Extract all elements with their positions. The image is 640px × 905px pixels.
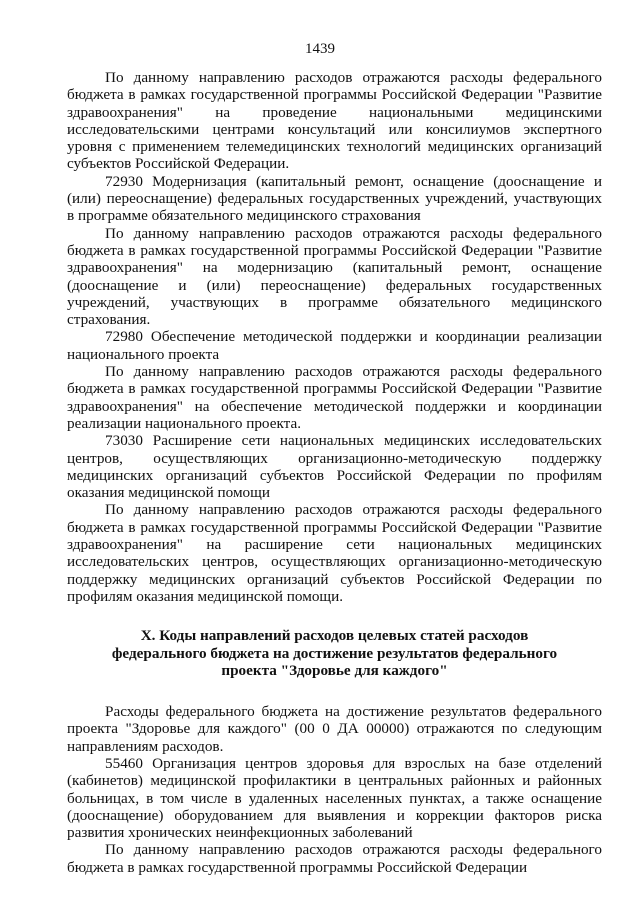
paragraph-telemedicine-description: По данному направлению расходов отражаются расходы федерального бюджета в рамках государственной программы Российской Федерации "Развитие здравоохранения" на проведение национальными медицинскими исследовательскими центрами консультаций или консилиумов экспертного уровня с применением телемедицинских технологий медицинских организаций субъектов Российской Федерации. <box>67 69 602 173</box>
document-body <box>67 69 602 876</box>
paragraph-55460-description: По данному направлению расходов отражаются расходы федерального бюджета в рамках государственной программы Российской Федерации <box>67 841 602 876</box>
section-heading-line: федерального бюджета на достижение результатов федерального <box>111 644 558 662</box>
section-heading-line: X. Коды направлений расходов целевых статей расходов <box>140 627 529 645</box>
page-number: 1439 <box>305 41 335 57</box>
paragraph-section-intro: Расходы федерального бюджета на достижение результатов федерального проекта "Здоровье для каждого" (00 0 ДА 00000) отражаются по следующим направлениям расходов. <box>67 703 602 755</box>
paragraph-code-72930: 72930 Модернизация (капитальный ремонт, оснащение (дооснащение и (или) переоснащение) федеральных государственных учреждений, участвующих в программе обязательного медицинского страхования <box>67 172 602 225</box>
paragraph-72980-description: По данному направлению расходов отражаются расходы федерального бюджета в рамках государственной программы Российской Федерации "Развитие здравоохранения" на обеспечение методической поддержки и координации реализации национального проекта. <box>67 363 602 432</box>
section-heading <box>67 627 602 679</box>
paragraph-code-72980: 72980 Обеспечение методической поддержки и координации реализации национального проекта <box>67 328 602 363</box>
section-heading-line: проекта "Здоровье для каждого" <box>221 661 448 679</box>
paragraph-code-73030: 73030 Расширение сети национальных медицинских исследовательских центров, осуществляющих организационно-методическую поддержку медицинских организаций субъектов Российской Федерации по профилям оказания медицинской помощи <box>67 432 602 502</box>
paragraph-73030-description: По данному направлению расходов отражаются расходы федерального бюджета в рамках государственной программы Российской Федерации "Развитие здравоохранения" на расширение сети национальных медицинских исследовательских центров, осуществляющих организационно-методическую поддержку медицинских организаций субъектов Российской Федерации по профилям оказания медицинской помощи. <box>67 501 602 605</box>
paragraph-72930-description: По данному направлению расходов отражаются расходы федерального бюджета в рамках государственной программы Российской Федерации "Развитие здравоохранения" на модернизацию (капитальный ремонт, оснащение (дооснащение и (или) переоснащение) федеральных государственных учреждений, участвующих в программе обязательного медицинского страхования. <box>67 224 602 329</box>
paragraph-code-55460: 55460 Организация центров здоровья для взрослых на базе отделений (кабинетов) медицинской профилактики в центральных районных и районных больницах, в том числе в удаленных населенных пунктах, а также оснащение (дооснащение) оборудованием для выявления и коррекции факторов риска развития хронических неинфекционных заболеваний <box>67 754 602 842</box>
